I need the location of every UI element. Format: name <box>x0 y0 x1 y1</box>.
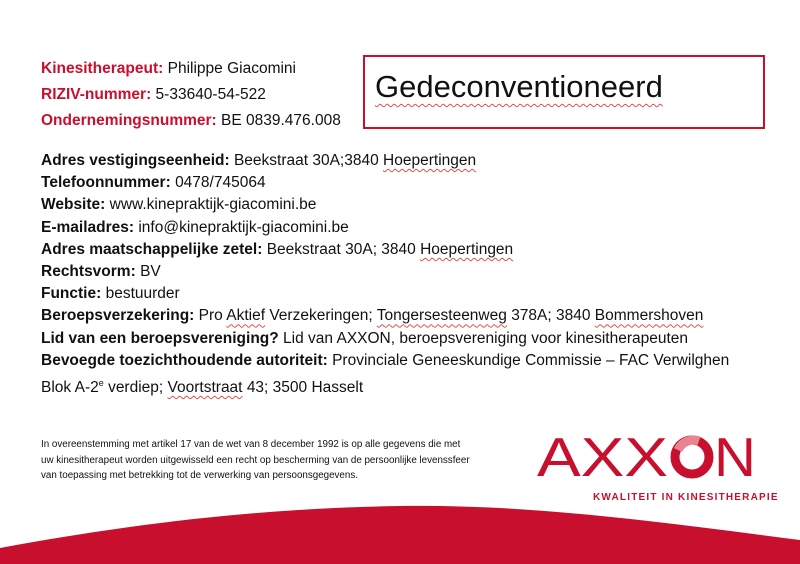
status-box <box>363 55 765 129</box>
authority-address-row <box>41 372 781 399</box>
logo-tagline: KWALITEIT IN KINESITHERAPIE <box>593 492 779 503</box>
website-label: Website: <box>41 196 106 214</box>
address-value: Beekstraat 30A;3840 <box>233 152 379 169</box>
insurance-value-3: Verzekeringen; <box>269 307 373 325</box>
authority-label: Bevoegde toezichthoudende autoriteit: <box>41 351 328 369</box>
company-number-line <box>41 108 341 134</box>
function-value: bestuurder <box>105 285 180 303</box>
authority-row <box>41 350 781 372</box>
insurance-value-6: Bommershoven <box>594 307 704 325</box>
status-text: Gedeconventioneerd <box>375 69 663 104</box>
insurance-row <box>41 305 781 327</box>
riziv-line <box>41 82 341 108</box>
privacy-line-1: In overeenstemming met artikel 17 van de wet van 8 december 1992 is op alle gegevens die met <box>41 439 461 450</box>
axxon-wordmark <box>537 428 763 488</box>
logo-ring-icon <box>675 440 709 474</box>
address-label: Adres vestigingseenheid: <box>41 152 230 169</box>
phone-row <box>41 172 781 194</box>
email-row <box>41 217 781 239</box>
riziv-label: RIZIV-nummer: <box>41 86 152 103</box>
legal-form-label: Rechtsvorm: <box>41 263 136 281</box>
seat-row <box>41 239 781 261</box>
phone-label: Telefoonnummer: <box>41 174 171 192</box>
privacy-notice <box>41 437 531 484</box>
seat-label: Adres maatschappelijke zetel: <box>41 240 263 258</box>
website-value: www.kinepraktijk-giacomini.be <box>109 196 317 214</box>
therapist-line <box>41 56 341 82</box>
privacy-line-2: uw kinesitherapeut worden uitgewisseld een recht op bescherming van de persoonlijke levenssfeer <box>41 454 470 466</box>
riziv-value: 5-33640-54-522 <box>155 86 266 103</box>
insurance-value-2: Aktief <box>226 307 265 325</box>
insurance-value-5: 378A; 3840 <box>511 307 591 325</box>
authority-value: Provinciale Geneeskundige Commissie – FAC Verwilghen <box>332 351 730 369</box>
authority-address-c: Voortstraat <box>167 379 243 397</box>
company-number-value: BE 0839.476.008 <box>221 112 341 129</box>
phone-value: 0478/745064 <box>175 174 266 192</box>
axxon-logo <box>537 428 763 488</box>
insurance-value-1: Pro <box>198 307 223 325</box>
insurance-value-4: Tongersesteenweg <box>376 307 507 325</box>
website-row <box>41 194 781 216</box>
privacy-line-3: van toepassing met betrekking tot de verwerking van persoonsgegevens. <box>41 470 358 481</box>
association-value: Lid van AXXON, beroepsvereniging voor kinesitherapeuten <box>283 329 689 347</box>
email-label: E-mailadres: <box>41 218 135 236</box>
authority-address-d: 43; 3500 Hasselt <box>246 379 364 397</box>
authority-address-b: verdiep; <box>108 379 164 397</box>
email-value: info@kinepraktijk-giacomini.be <box>138 218 349 236</box>
function-label: Functie: <box>41 285 102 303</box>
address-city: Hoepertingen <box>383 152 477 169</box>
seat-city: Hoepertingen <box>420 240 514 258</box>
address-row <box>41 150 781 172</box>
legal-form-value: BV <box>140 263 161 281</box>
header-info <box>41 56 341 134</box>
authority-address-sup: e <box>98 378 104 389</box>
legal-form-row <box>41 261 781 283</box>
details-block <box>41 150 781 399</box>
insurance-label: Beroepsverzekering: <box>41 307 195 325</box>
association-row <box>41 328 781 350</box>
therapist-label: Kinesitherapeut: <box>41 60 164 77</box>
therapist-value: Philippe Giacomini <box>167 60 296 77</box>
association-label: Lid van een beroepsvereniging? <box>41 329 279 347</box>
company-number-label: Ondernemingsnummer: <box>41 112 217 129</box>
seat-value: Beekstraat 30A; 3840 <box>266 240 416 258</box>
function-row <box>41 283 781 305</box>
svg-text:AXX: AXX <box>537 428 668 488</box>
authority-address-a: Blok A-2 <box>41 379 99 397</box>
svg-text:N: N <box>714 428 756 488</box>
